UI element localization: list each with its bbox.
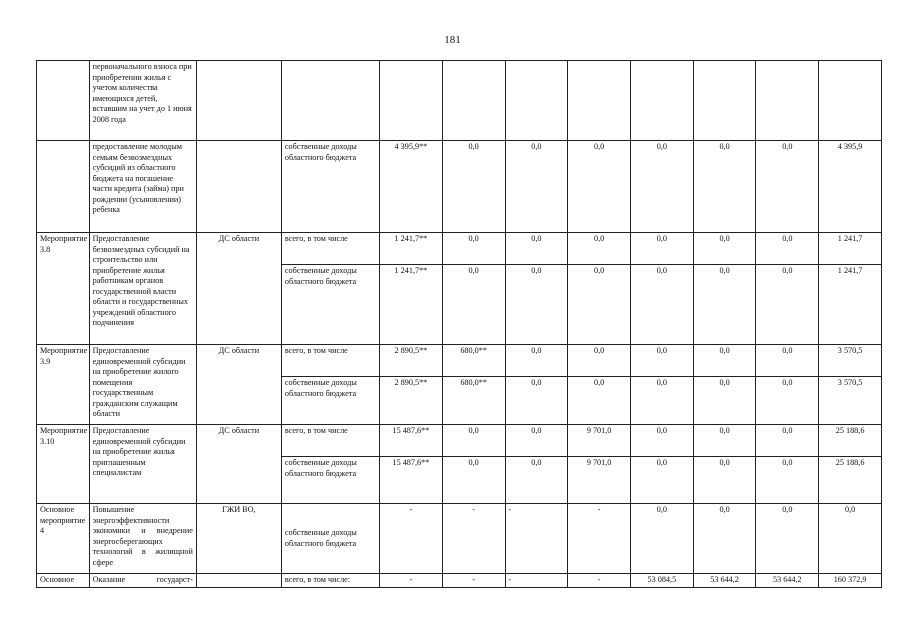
value-cell: - xyxy=(568,504,631,574)
table-row xyxy=(37,425,882,457)
value-cell: 1 241,7 xyxy=(819,233,882,265)
source-cell: собственные доходы областного бюджета xyxy=(281,265,379,345)
value-cell: 1 241,7** xyxy=(380,233,443,265)
source-cell: собственные доходы областного бюджета xyxy=(281,141,379,233)
table-row xyxy=(37,504,882,574)
value-cell: 0,0 xyxy=(756,504,819,574)
value-cell: 53 084,5 xyxy=(630,574,693,588)
table-row xyxy=(37,61,882,141)
value-cell: 0,0 xyxy=(630,377,693,425)
event-cell: Мероприятие 3.10 xyxy=(37,425,90,504)
value-cell: 0,0 xyxy=(630,345,693,377)
event-cell xyxy=(37,61,90,141)
value-cell: 3 570,5 xyxy=(819,345,882,377)
executor-cell: ДС области xyxy=(196,345,281,425)
value-cell: 0,0 xyxy=(630,141,693,233)
value-cell: - xyxy=(380,574,443,588)
table-row xyxy=(37,233,882,265)
value-cell: 0,0 xyxy=(630,233,693,265)
value-cell: 0,0 xyxy=(505,425,568,457)
name-cell: первоначального взноса при приобретении жилья с учетом количества имеющихся детей, вставшим на учет до 1 июня 2008 года xyxy=(89,61,196,141)
value-cell: 0,0 xyxy=(505,265,568,345)
source-cell: собственные доходы областного бюджета xyxy=(281,504,379,574)
value-cell: 0,0 xyxy=(756,141,819,233)
event-cell xyxy=(37,141,90,233)
value-cell: 2 890,5** xyxy=(380,345,443,377)
name-cell: Оказание государст- xyxy=(89,574,196,588)
value-cell: - xyxy=(505,574,568,588)
event-cell: Мероприятие 3.9 xyxy=(37,345,90,425)
table-row xyxy=(37,141,882,233)
value-cell: 0,0 xyxy=(693,345,756,377)
value-cell: 0,0 xyxy=(756,265,819,345)
event-cell: Основное мероприятие 4 xyxy=(37,504,90,574)
value-cell: 53 644,2 xyxy=(756,574,819,588)
value-cell: 0,0 xyxy=(442,425,505,457)
value-cell: 0,0 xyxy=(505,457,568,504)
value-cell: 0,0 xyxy=(568,141,631,233)
value-cell: 0,0 xyxy=(568,265,631,345)
executor-cell: ДС области xyxy=(196,233,281,345)
name-cell: Предоставление единовременной субсидии на приобретение жилого помещения государственным гражданским служащим области xyxy=(89,345,196,425)
value-cell: 9 701,0 xyxy=(568,457,631,504)
value-cell xyxy=(505,61,568,141)
name-cell: Повышение энергоэффективности экономики и внедрение энергосберегающих технологий в жилищной сфере xyxy=(89,504,196,574)
value-cell: 680,0** xyxy=(442,377,505,425)
name-cell: Предоставление единовременной субсидии на приобретение жилья приглашенным специалистам xyxy=(89,425,196,504)
budget-table xyxy=(36,60,882,588)
value-cell: 0,0 xyxy=(505,377,568,425)
value-cell: 4 395,9 xyxy=(819,141,882,233)
value-cell xyxy=(756,61,819,141)
value-cell xyxy=(819,61,882,141)
value-cell: 0,0 xyxy=(568,233,631,265)
value-cell: - xyxy=(568,574,631,588)
value-cell: 25 188,6 xyxy=(819,425,882,457)
source-cell: собственные доходы областного бюджета xyxy=(281,457,379,504)
executor-cell xyxy=(196,574,281,588)
value-cell: 0,0 xyxy=(693,457,756,504)
event-cell: Основное xyxy=(37,574,90,588)
value-cell: 15 487,6** xyxy=(380,457,443,504)
value-cell: 0,0 xyxy=(756,233,819,265)
value-cell xyxy=(693,61,756,141)
table-row xyxy=(37,574,882,588)
value-cell: 0,0 xyxy=(693,504,756,574)
value-cell: 0,0 xyxy=(505,233,568,265)
value-cell: 1 241,7** xyxy=(380,265,443,345)
value-cell: 0,0 xyxy=(630,265,693,345)
value-cell: 4 395,9** xyxy=(380,141,443,233)
value-cell: 53 644,2 xyxy=(693,574,756,588)
value-cell xyxy=(442,61,505,141)
table-row xyxy=(37,345,882,377)
value-cell: 0,0 xyxy=(568,345,631,377)
source-cell: собственные доходы областного бюджета xyxy=(281,377,379,425)
value-cell: 160 372,9 xyxy=(819,574,882,588)
source-cell xyxy=(281,61,379,141)
value-cell: - xyxy=(380,504,443,574)
executor-cell xyxy=(196,141,281,233)
executor-cell: ГЖИ ВО, xyxy=(196,504,281,574)
value-cell: 0,0 xyxy=(756,345,819,377)
value-cell: - xyxy=(442,504,505,574)
value-cell: 0,0 xyxy=(568,377,631,425)
value-cell: 0,0 xyxy=(819,504,882,574)
source-cell: всего, в том числе xyxy=(281,345,379,377)
value-cell: 0,0 xyxy=(442,141,505,233)
value-cell: 0,0 xyxy=(442,233,505,265)
value-cell: 25 188,6 xyxy=(819,457,882,504)
executor-cell: ДС области xyxy=(196,425,281,504)
value-cell: 3 570,5 xyxy=(819,377,882,425)
value-cell: 0,0 xyxy=(693,377,756,425)
source-cell: всего, в том числе xyxy=(281,425,379,457)
value-cell: - xyxy=(505,504,568,574)
value-cell: 0,0 xyxy=(756,457,819,504)
value-cell: 1 241,7 xyxy=(819,265,882,345)
value-cell: 680,0** xyxy=(442,345,505,377)
value-cell: 0,0 xyxy=(442,457,505,504)
name-cell: предоставление молодым семьям безвозмездных субсидий из областного бюджета на погашение части кредита (займа) при рождении (усыновлении) ребенка xyxy=(89,141,196,233)
value-cell: 0,0 xyxy=(756,377,819,425)
value-cell: 0,0 xyxy=(442,265,505,345)
source-cell: всего, в том числе xyxy=(281,233,379,265)
value-cell: 0,0 xyxy=(756,425,819,457)
value-cell xyxy=(630,61,693,141)
executor-cell xyxy=(196,61,281,141)
value-cell: 0,0 xyxy=(693,425,756,457)
name-cell: Предоставление безвозмездных субсидий на строительство или приобретение жилья работникам органов государственной власти области и государственных учреждений областного подчинения xyxy=(89,233,196,345)
value-cell: 9 701,0 xyxy=(568,425,631,457)
value-cell: 0,0 xyxy=(693,265,756,345)
value-cell: - xyxy=(442,574,505,588)
value-cell: 15 487,6** xyxy=(380,425,443,457)
value-cell: 0,0 xyxy=(505,141,568,233)
value-cell xyxy=(380,61,443,141)
value-cell: 2 890,5** xyxy=(380,377,443,425)
value-cell: 0,0 xyxy=(630,425,693,457)
source-cell: всего, в том числе: xyxy=(281,574,379,588)
event-cell: Мероприятие 3.8 xyxy=(37,233,90,345)
value-cell: 0,0 xyxy=(505,345,568,377)
value-cell: 0,0 xyxy=(693,141,756,233)
value-cell: 0,0 xyxy=(630,504,693,574)
value-cell: 0,0 xyxy=(630,457,693,504)
page-number: 181 xyxy=(444,34,461,46)
value-cell xyxy=(568,61,631,141)
value-cell: 0,0 xyxy=(693,233,756,265)
